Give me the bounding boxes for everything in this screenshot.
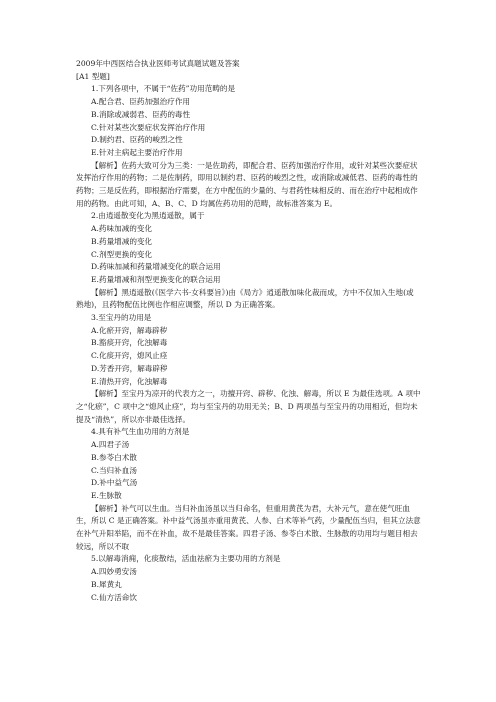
question-option: A.四君子汤 xyxy=(91,440,130,450)
question-option: D.芳香开窍，解毒辟秽 xyxy=(91,363,168,373)
question-block xyxy=(76,553,421,604)
analysis-text: 补气可以生血。当归补血汤虽以当归命名，但重用黄芪为君，大补元气，意在使气旺血生，所以 C 是正确答案。补中益气汤虽亦重用黄芪、人参、白术等补气药，少量配伍当归，但其立法意在补气升阳举陷，而不在补血，故不是最佳答案。四君子汤、参苓白术散、生脉散的功用均与题目相去较远，所以不取 xyxy=(76,503,421,551)
question-option: D.制约君、臣药的峻烈之性 xyxy=(91,135,183,145)
analysis-tag: 【解析】 xyxy=(91,160,122,170)
analysis-paragraph xyxy=(76,287,421,312)
question-option: B.豁痰开窍，化浊解毒 xyxy=(91,338,168,348)
question-option: B.参苓白术散 xyxy=(91,452,137,462)
analysis-paragraph xyxy=(76,388,421,426)
question-option: A.四妙勇安汤 xyxy=(91,567,137,577)
question-stem: 1.下列各项中，不属于“佐药”功用范畴的是 xyxy=(91,84,236,94)
question-option: C.剂型更换的变化 xyxy=(91,249,153,259)
question-block xyxy=(76,312,421,426)
question-block xyxy=(76,210,421,312)
question-option: D.补中益气汤 xyxy=(91,478,138,488)
question-option: A.化瘀开窍，解毒辟秽 xyxy=(91,325,168,335)
question-option: E.清热开窍，化浊解毒 xyxy=(91,376,168,386)
question-option: C.仙方活命饮 xyxy=(91,592,137,602)
question-option: B.犀黄丸 xyxy=(91,579,122,589)
section-heading: [A1 型题] xyxy=(76,71,110,81)
document-title: 2009年中西医结合执业医师考试真题试题及答案 xyxy=(76,59,240,68)
question-option: E.生脉散 xyxy=(91,490,122,500)
analysis-tag: 【解析】 xyxy=(91,503,122,513)
question-option: E.针对主病起主要治疗作用 xyxy=(91,147,183,157)
question-stem: 5.以解毒消痈，化痰散结，活血祛瘀为主要功用的方剂是 xyxy=(91,554,281,564)
question-stem: 2.由逍遥散变化为黑逍遥散，属于 xyxy=(91,211,205,221)
question-block xyxy=(76,426,421,553)
analysis-text: 黑逍遥散(《医学六书·女科要旨》)由《局方》逍遥散加味化裁而成，方中不仅加入生地(或熟地)，且药物配伍比例也作相应调整，所以 D 为正确答案。 xyxy=(76,287,414,310)
analysis-tag: 【解析】 xyxy=(91,287,122,297)
analysis-paragraph xyxy=(76,503,421,554)
document-body xyxy=(76,58,421,604)
question-block xyxy=(76,83,421,210)
question-option: C.针对某些次要症状发挥治疗作用 xyxy=(91,122,206,132)
question-option: B.药量增减的变化 xyxy=(91,236,153,246)
question-option: A.配合君、臣药加强治疗作用 xyxy=(91,97,191,107)
question-option: D.药味加减和药量增减变化的联合运用 xyxy=(91,262,221,272)
question-option: C.当归补血汤 xyxy=(91,465,137,475)
question-option: E.药量增减和剂型更换变化的联合运用 xyxy=(91,274,221,284)
analysis-paragraph xyxy=(76,160,421,211)
question-option: B.消除或减弱君、臣药的毒性 xyxy=(91,109,191,119)
analysis-text: 佐药大致可分为三类：一是佐助药，即配合君、臣药加强治疗作用，或针对某些次要症状发挥治疗作用的药物；二是佐制药，即用以制约君、臣药的峻烈之性，或消除或减低君、臣药的毒性的药物；三是反佐药，即根据治疗需要，在方中配伍的少量的、与君药性味相反的、而在治疗中起相成作用的药物。由此可知，A、B、C、D 均属佐药功用的范畴，故标准答案为 E。 xyxy=(76,160,418,208)
question-stem: 4.具有补气生血功用的方剂是 xyxy=(91,427,190,437)
question-option: C.化痰开窍，熄风止痉 xyxy=(91,351,168,361)
analysis-text: 至宝丹为凉开的代表方之一，功擅开窍、辟秽、化浊、解毒，所以 E 为最佳选项。A 项中之“化瘀”，C 项中之“熄风止痉”，均与至宝丹的功用无关；B、D 两项虽与至宝丹的功用相近，但均未提及“清热”，所以亦非最佳选择。 xyxy=(76,389,421,424)
question-stem: 3.至宝丹的功用是 xyxy=(91,313,152,323)
question-option: A.药味加减的变化 xyxy=(91,224,153,234)
analysis-tag: 【解析】 xyxy=(91,389,122,399)
